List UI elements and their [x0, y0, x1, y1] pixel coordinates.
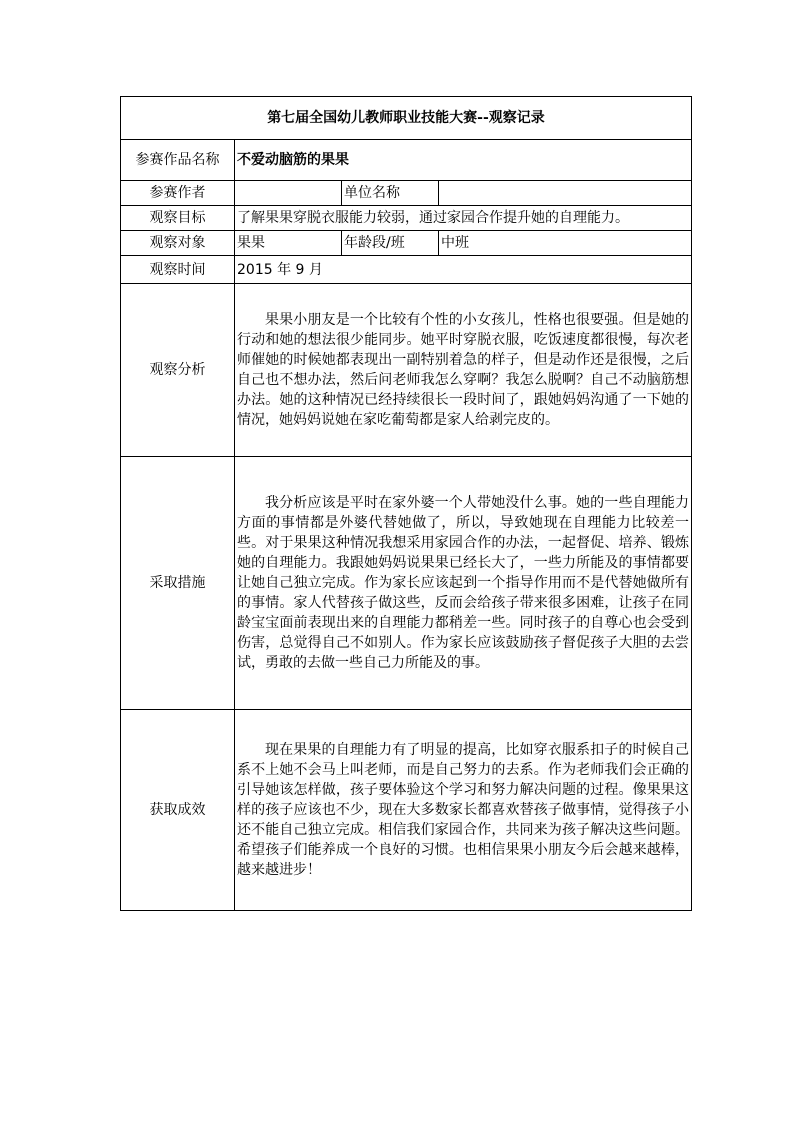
time-value: 2015 年 9 月 [235, 256, 692, 284]
subject-row [121, 231, 692, 256]
measures-text: 我分析应该是平时在家外婆一个人带她没什么事。她的一些自理能力方面的事情都是外婆代替她做了，所以，导致她现在自理能力比较差一些。对于果果这种情况我想采用家园合作的办法，一起督促、培养、锻炼她的自理能力。我跟她妈妈说果果已经长大了，一些力所能及的事情都要让她自己独立完成。作为家长应该起到一个指导作用而不是代替她做所有的事情。家人代替孩子做这些，反而会给孩子带来很多困难，让孩子在同龄宝宝面前表现出来的自理能力都稍差一些。同时孩子的自尊心也会受到伤害，总觉得自己不如别人。作为家长应该鼓励孩子督促孩子大胆的去尝试，勇敢的去做一些自己力所能及的事。 [235, 457, 692, 710]
time-row [121, 256, 692, 284]
analysis-row [121, 284, 692, 457]
unit-name-value [439, 181, 692, 206]
subject-value: 果果 [235, 231, 342, 256]
goal-value: 了解果果穿脱衣服能力较弱，通过家园合作提升她的自理能力。 [235, 206, 692, 231]
measures-label: 采取措施 [121, 457, 235, 710]
age-group-value: 中班 [439, 231, 692, 256]
goal-row [121, 206, 692, 231]
entry-name-value: 不爱动脑筋的果果 [235, 140, 692, 181]
goal-label: 观察目标 [121, 206, 235, 231]
results-label: 获取成效 [121, 710, 235, 911]
age-group-label: 年龄段/班 [342, 231, 439, 256]
subject-label: 观察对象 [121, 231, 235, 256]
entry-name-label: 参赛作品名称 [121, 140, 235, 181]
results-text: 现在果果的自理能力有了明显的提高，比如穿衣服系扣子的时候自己系不上她不会马上叫老师，而是自己努力的去系。作为老师我们会正确的引导她该怎样做，孩子要体验这个学习和努力解决问题的过程。像果果这样的孩子应该也不少，现在大多数家长都喜欢替孩子做事情，觉得孩子小还不能自己独立完成。相信我们家园合作，共同来为孩子解决这些问题。希望孩子们能养成一个良好的习惯。也相信果果小朋友今后会越来越棒，越来越进步！ [235, 710, 692, 911]
entry-row [121, 140, 692, 181]
observation-record-table [120, 96, 692, 911]
analysis-text: 果果小朋友是一个比较有个性的小女孩儿，性格也很要强。但是她的行动和她的想法很少能同步。她平时穿脱衣服，吃饭速度都很慢，每次老师催她的时候她都表现出一副特别着急的样子，但是动作还是很慢，之后自己也不想办法，然后问老师我怎么穿啊？我怎么脱啊？自己不动脑筋想办法。她的这种情况已经持续很长一段时间了，跟她妈妈沟通了一下她的情况，她妈妈说她在家吃葡萄都是家人给剥完皮的。 [235, 284, 692, 457]
results-row [121, 710, 692, 911]
author-row [121, 181, 692, 206]
unit-name-label: 单位名称 [342, 181, 439, 206]
title-row [121, 97, 692, 140]
document-title: 第七届全国幼儿教师职业技能大赛--观察记录 [121, 97, 692, 140]
time-label: 观察时间 [121, 256, 235, 284]
measures-row [121, 457, 692, 710]
analysis-label: 观察分析 [121, 284, 235, 457]
author-label: 参赛作者 [121, 181, 235, 206]
author-value [235, 181, 342, 206]
